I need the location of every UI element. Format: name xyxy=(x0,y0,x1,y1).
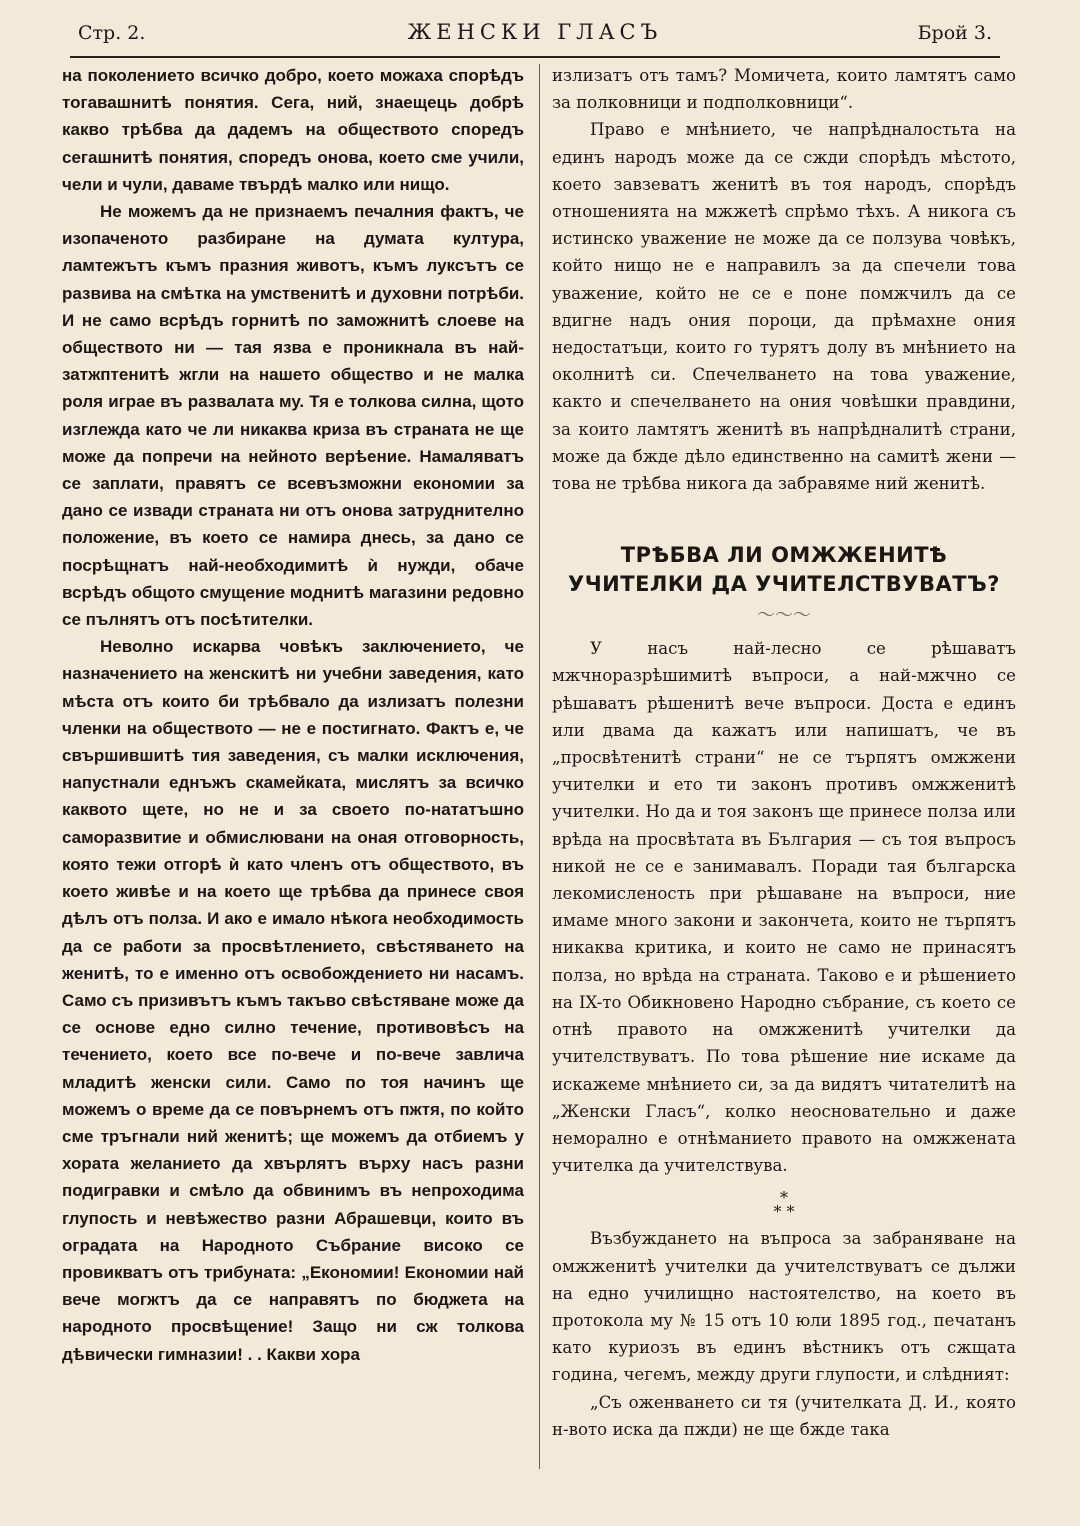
paragraph: на поколението всичко добро, което можаха спорѣдъ тогавашнитѣ понятия. Сега, ний, знаещець добрѣ какво трѣбва да дадемъ на обществото споредъ сегашнитѣ понятия, споредъ онова, което сме учили, чели и чули, даваме твърдѣ малко или нищо. xyxy=(62,66,524,194)
paragraph: Право е мнѣнието, че напрѣдналостьта на единъ народъ може да се сжди спорѣдъ мѣстото, което завзеватъ женитѣ въ тоя народъ, спорѣдъ отношенията на мжжетѣ спрѣмо тѣхъ. А никога съ истинско уважение не може да се ползува човѣкъ, който нищо не е направилъ за да спечели това уважение, който не се е поне помжчилъ да се вдигне надъ ония пороци, да прѣмахне ония недостатъци, които го турятъ долу въ мнѣнието на околнитѣ си. Спечелването на това уважение, както и спечелването на ония човѣшки правдини, за които ламтятъ женитѣ въ напрѣдналитѣ страни, може да бжде дѣло единственно на самитѣ жени — това не трѣбва никога да забравяме ний женитѣ. xyxy=(552,120,1016,494)
paragraph: Не можемъ да не признаемъ печалния фактъ, че изопаченото разбиране на думата култура, ламтежътъ къмъ празния животъ, къмъ луксътъ се развива на смѣтка на умственитѣ и духовни потрѣби. И не само всрѣдъ горнитѣ по заможнитѣ слоеве на обществото ни — тая язва е проникнала въ най-затжптенитѣ жгли на нашето общество и не малка роля играе въ развалата му. Тя е толкова силна, щото изглежда като че ли никаква криза въ страната не ще може да попречи на нейното верѣение. Намаляватъ се заплати, правятъ се всевъзможни економии за дано се извади страната ни отъ онова затруднително положение, въ което се намира днесь, за дано се посрѣщнатъ най-необходимитѣ ѝ нужди, обаче всрѣдъ общото смущение моднитѣ магазини редовно се пълнятъ отъ посѣтителки. xyxy=(62,202,524,630)
page-number: Стр. 2. xyxy=(78,22,146,44)
paragraph: Възбуждането на въпроса за забраняване на омжженитѣ учителки да учителствуватъ се дължи на едно училищно настоятелство, на което въ протокола му № 15 отъ 10 юли 1895 год., печатанъ като куриозъ въ единъ вѣстникъ отъ сжщата година, чегемъ, между други глупости, и слѣдният: xyxy=(552,1229,1016,1385)
ornament-divider: 〜〜〜 xyxy=(757,605,811,627)
page-header xyxy=(70,18,1000,58)
asterism-divider: * * * xyxy=(773,1188,795,1222)
paragraph: Неволно искарва човѣкъ заключението, че назначението на женскитѣ ни учебни заведения, като мѣста отъ които би трѣбвало да излизатъ полезни членки на обществото — не е постигнато. Фактъ е, че свършившитѣ тия заведения, съ малки исключения, напустнали еднъжъ скамейката, мислятъ за всичко каквото щете, но не и за своето по-нататъшно саморазвитие и обмислювани на оная отговорность, която тежи отгорѣ ѝ като членъ отъ обществото, въ което живѣе и на което ще трѣбва да принесе своя дѣлъ отъ полза. И ако е имало нѣкога необходимость да се работи за просвѣтлението, свѣстяването на женитѣ, то е именно отъ освобождението ни насамъ. Само съ призивътъ къмъ такъво свѣстяване може да се основе едно силно течение, противовѣсъ на течението, което все по-вече и по-вече завлича младитѣ женски сили. Само по тоя начинъ ще можемъ о време да се повърнемъ отъ пжтя, по който сме тръгнали ний женитѣ; ще можемъ да отбиемъ у хората желанието да хвърлятъ върху насъ разни подигравки и смѣло да обвинимъ въ непроходима глупость и невѣжество разни Абрашевци, които въ оградата на Народното Събрание високо се провикватъ отъ трибуната: „Економии! Економии най вече могжтъ да се направятъ по бюджета на народното просвѣщение! Защо ни сж толкова дѣвически гимназии! . . Какви хора xyxy=(62,637,524,1364)
left-column xyxy=(62,62,524,1368)
issue-number: Брой 3. xyxy=(917,22,992,44)
newspaper-title: ЖЕНСКИ ГЛАСЪ xyxy=(407,20,663,44)
article-title: ТРѢБВА ЛИ ОМЖЖЕНИТѢ УЧИТЕЛКИ ДА УЧИТЕЛСТВУВАТЪ? xyxy=(568,543,1000,597)
column-divider xyxy=(539,64,540,1469)
paragraph: излизатъ отъ тамъ? Момичета, които ламтятъ само за полковници и подполковници“. xyxy=(552,66,1016,113)
paragraph: „Съ оженването си тя (учителката Д. И., която н-вото иска да пжди) не ще бжде така xyxy=(552,1392,1016,1439)
right-column xyxy=(552,62,1016,1443)
paragraph: У насъ най-лесно се рѣшаватъ мжчноразрѣшимитѣ въпроси, а най-мжчно се рѣшаватъ рѣшенитѣ вече въпроси. Доста е единъ или двама да кажатъ или напишатъ, че въ „просвѣтенитѣ страни“ не се търпятъ омжжени учителки и ето ти законъ противъ омжженитѣ учителки. Но да и тоя законъ ще принесе полза или врѣда на просвѣтата въ България — съ тоя въпросъ никой не се е занимавалъ. Поради тая българска лекомисленость при рѣшаване на въпроси, ние имаме много закони и закончета, които не търпятъ никаква критика, и които не само не принасятъ полза, но врѣда на страната. Таково е и рѣшението на IX-то Обикновено Народно събрание, съ което се отнѣ правото на омжженитѣ учителки да учителствуватъ. По това рѣшение ние искаме да искажеме мнѣнието си, за да видятъ читателитѣ на „Женски Гласъ“, колко неосновательно и даже неморално е отнѣманието правото на омжжената учителка да учителствува. xyxy=(552,639,1016,1176)
